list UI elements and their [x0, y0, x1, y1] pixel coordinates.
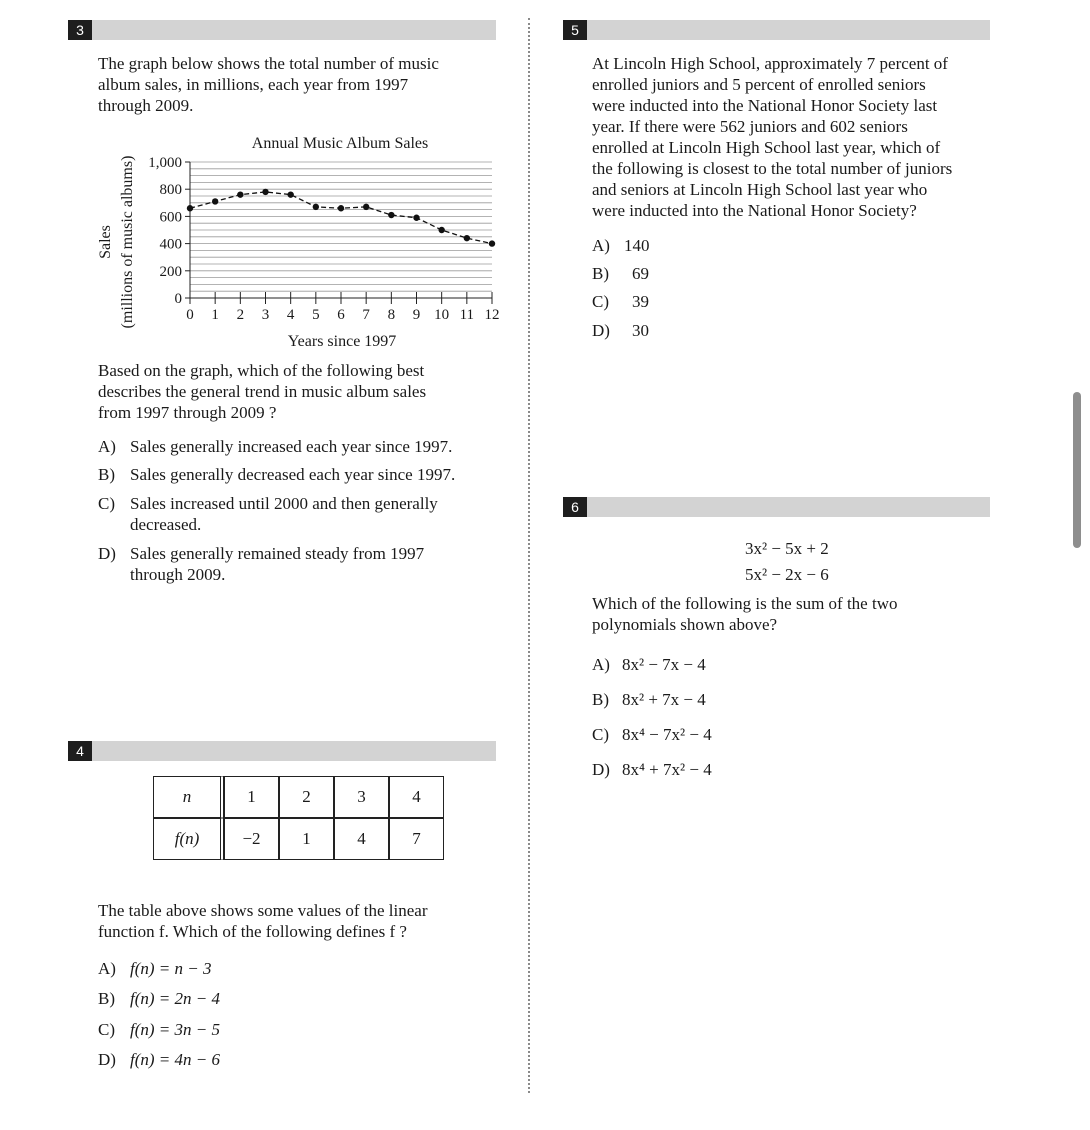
chart-data-point: [489, 240, 495, 246]
choice-text-block: [130, 543, 424, 585]
chart-data-point: [363, 204, 369, 210]
chart-data-point: [438, 227, 444, 233]
choice-label: C): [98, 1020, 115, 1039]
chart-x-tick-label: 4: [286, 307, 295, 323]
question-5-text-line: enrolled juniors and 5 percent of enrolled seniors: [592, 75, 926, 94]
choice-label: D): [592, 321, 610, 340]
table-cell: 1: [224, 776, 279, 818]
chart-x-axis-label: Years since 1997: [287, 333, 397, 350]
question-6-number: 6: [563, 497, 587, 517]
chart-grid: [190, 162, 492, 291]
question-4-prompt-line: The table above shows some values of the linear: [98, 901, 428, 920]
chart-title: Annual Music Album Sales: [251, 135, 429, 152]
table-cell: −2: [224, 818, 279, 860]
choice-text: 8x⁴ − 7x² − 4: [622, 725, 712, 744]
question-3-intro-line: through 2009.: [98, 96, 194, 115]
album-sales-chart: [92, 128, 512, 356]
chart-y-axis-label-line2: (millions of music albums): [119, 155, 136, 329]
question-4-header-bar: [68, 741, 496, 761]
question-4-prompt: [98, 900, 428, 942]
chart-x-tick-label: 6: [337, 307, 345, 323]
choice-text-block: [130, 493, 438, 535]
chart-data-point: [464, 235, 470, 241]
choice-label: B): [98, 989, 115, 1008]
chart-x-tick-label: 7: [362, 307, 370, 323]
table-cell: 4: [334, 818, 389, 860]
question-6-prompt-line: Which of the following is the sum of the two: [592, 594, 898, 613]
question-3-choice-c[interactable]: [98, 493, 498, 535]
choice-text: f(n) = 3n − 5: [130, 1020, 220, 1039]
question-3-prompt: [98, 360, 426, 423]
choice-label: D): [98, 1050, 116, 1069]
chart-y-tick-label: 200: [159, 263, 182, 280]
question-3-prompt-line: Based on the graph, which of the following best: [98, 361, 425, 380]
question-5-choice-a[interactable]: [592, 235, 650, 256]
question-3-prompt-line: describes the general trend in music album sales: [98, 382, 427, 401]
choice-text: f(n) = 4n − 6: [130, 1050, 220, 1069]
question-3-intro-line: album sales, in millions, each year from 1997: [98, 75, 409, 94]
table-cell: 7: [389, 818, 444, 860]
chart-y-tick-label: 1,000: [148, 155, 182, 171]
chart-data-point: [313, 204, 319, 210]
question-5-text-line: and seniors at Lincoln High School last year who: [592, 180, 928, 199]
question-3-choice-d[interactable]: [98, 543, 498, 585]
question-5-text-line: the following is closest to the total number of juniors: [592, 159, 953, 178]
question-6-choice-a[interactable]: [592, 654, 706, 675]
question-5-header-bar: [563, 20, 990, 40]
table-cell: 2: [279, 776, 334, 818]
chart-series-line: [190, 192, 492, 244]
question-6-header-bar: [563, 497, 990, 517]
question-4-choice-d[interactable]: [98, 1049, 220, 1070]
choice-label: B): [592, 264, 609, 283]
question-4-choice-b[interactable]: [98, 988, 220, 1009]
chart-x-tick-label: 12: [484, 307, 500, 323]
chart-data-point: [212, 198, 218, 204]
question-4-number: 4: [68, 741, 92, 761]
question-4-prompt-line: function f. Which of the following defines f ?: [98, 922, 407, 941]
question-3-choice-b[interactable]: [98, 464, 498, 485]
question-5-text-line: year. If there were 562 juniors and 602 seniors: [592, 117, 908, 136]
choice-text: Sales generally remained steady from 1997: [130, 544, 425, 563]
chart-data-point: [187, 205, 193, 211]
choice-label: A): [592, 655, 610, 674]
question-6-prompt-line: polynomials shown above?: [592, 615, 778, 634]
question-3-choice-a[interactable]: [98, 436, 498, 457]
chart-x-tick-label: 2: [236, 307, 245, 323]
choice-label: C): [592, 292, 609, 311]
chart-data-point: [287, 191, 293, 197]
question-3-prompt-line: from 1997 through 2009 ?: [98, 403, 277, 422]
scrollbar-thumb[interactable]: [1073, 392, 1081, 548]
choice-text: 8x² − 7x − 4: [622, 655, 706, 674]
choice-label: C): [592, 725, 609, 744]
choice-text: decreased.: [130, 515, 202, 534]
chart-x-tick-label: 5: [312, 307, 320, 323]
question-4-choice-a[interactable]: [98, 958, 212, 979]
choice-text: Sales generally decreased each year since 1997.: [130, 465, 456, 484]
chart-x-tick-label: 3: [261, 307, 270, 323]
table-cell: 1: [279, 818, 334, 860]
question-6-choice-d[interactable]: [592, 759, 712, 780]
question-5-choice-d[interactable]: [592, 320, 649, 341]
chart-x-tick-label: 10: [434, 307, 450, 323]
column-divider: [528, 18, 530, 1093]
question-5-choice-b[interactable]: [592, 263, 649, 284]
choice-text: 140: [624, 236, 650, 255]
question-3-intro-line: The graph below shows the total number of music: [98, 54, 439, 73]
chart-data-point: [413, 215, 419, 221]
chart-x-tick-label: 8: [387, 307, 396, 323]
choice-label: D): [98, 544, 116, 563]
chart-y-tick-label: 400: [159, 236, 182, 253]
question-3-intro: [98, 53, 439, 116]
chart-x-tick-label: 9: [412, 307, 421, 323]
chart-x-tick-label: 0: [186, 307, 194, 323]
choice-label: D): [592, 760, 610, 779]
table-header-n: n: [153, 776, 224, 818]
function-values-table: [153, 776, 444, 860]
chart-y-tick-label: 800: [159, 182, 182, 199]
choice-text: Sales increased until 2000 and then generally: [130, 494, 438, 513]
chart-data-point: [262, 189, 268, 195]
chart-data-point: [388, 212, 394, 218]
question-5-number: 5: [563, 20, 587, 40]
question-4-choice-c[interactable]: [98, 1019, 220, 1040]
question-3-header-bar: [68, 20, 496, 40]
chart-x-tick-label: 1: [211, 307, 219, 323]
chart-series: [187, 189, 495, 247]
choice-text: Sales generally increased each year since 1997.: [130, 437, 453, 456]
table-cell: 3: [334, 776, 389, 818]
choice-text: 30: [632, 321, 649, 340]
choice-text: 8x² + 7x − 4: [622, 690, 706, 709]
choice-text: 8x⁴ + 7x² − 4: [622, 760, 712, 779]
question-5-text-line: were inducted into the National Honor Society?: [592, 201, 917, 220]
choice-label: C): [98, 494, 115, 513]
question-5-text-line: enrolled at Lincoln High School last year, which of: [592, 138, 941, 157]
question-3-number: 3: [68, 20, 92, 40]
question-5-choice-c[interactable]: [592, 291, 649, 312]
choice-text: f(n) = n − 3: [130, 959, 212, 978]
polynomial-1: 3x² − 5x + 2: [745, 539, 829, 558]
chart-data-point: [338, 205, 344, 211]
choice-label: B): [592, 690, 609, 709]
question-6-prompt: [592, 593, 897, 635]
choice-label: A): [98, 959, 116, 978]
chart-y-tick-label: 0: [174, 291, 182, 307]
choice-text: 69: [632, 264, 649, 283]
choice-label: A): [592, 236, 610, 255]
choice-text: 39: [632, 292, 649, 311]
choice-text: through 2009.: [130, 565, 226, 584]
question-6-choice-b[interactable]: [592, 689, 706, 710]
question-5-text: [592, 53, 952, 221]
chart-data-point: [237, 191, 243, 197]
table-row: [153, 776, 444, 818]
table-cell: 4: [389, 776, 444, 818]
chart-y-tick-label: 600: [159, 209, 182, 226]
table-header-fn: f(n): [153, 818, 224, 860]
question-5-text-line: were inducted into the National Honor Society last: [592, 96, 938, 115]
choice-text: f(n) = 2n − 4: [130, 989, 220, 1008]
choice-label: A): [98, 437, 116, 456]
question-6-choice-c[interactable]: [592, 724, 712, 745]
choice-label: B): [98, 465, 115, 484]
chart-y-axis-label-line1: Sales: [97, 225, 114, 259]
polynomial-2: 5x² − 2x − 6: [745, 565, 829, 584]
table-row: [153, 818, 444, 860]
question-5-text-line: At Lincoln High School, approximately 7 percent of: [592, 54, 948, 73]
chart-x-tick-label: 11: [459, 307, 475, 323]
